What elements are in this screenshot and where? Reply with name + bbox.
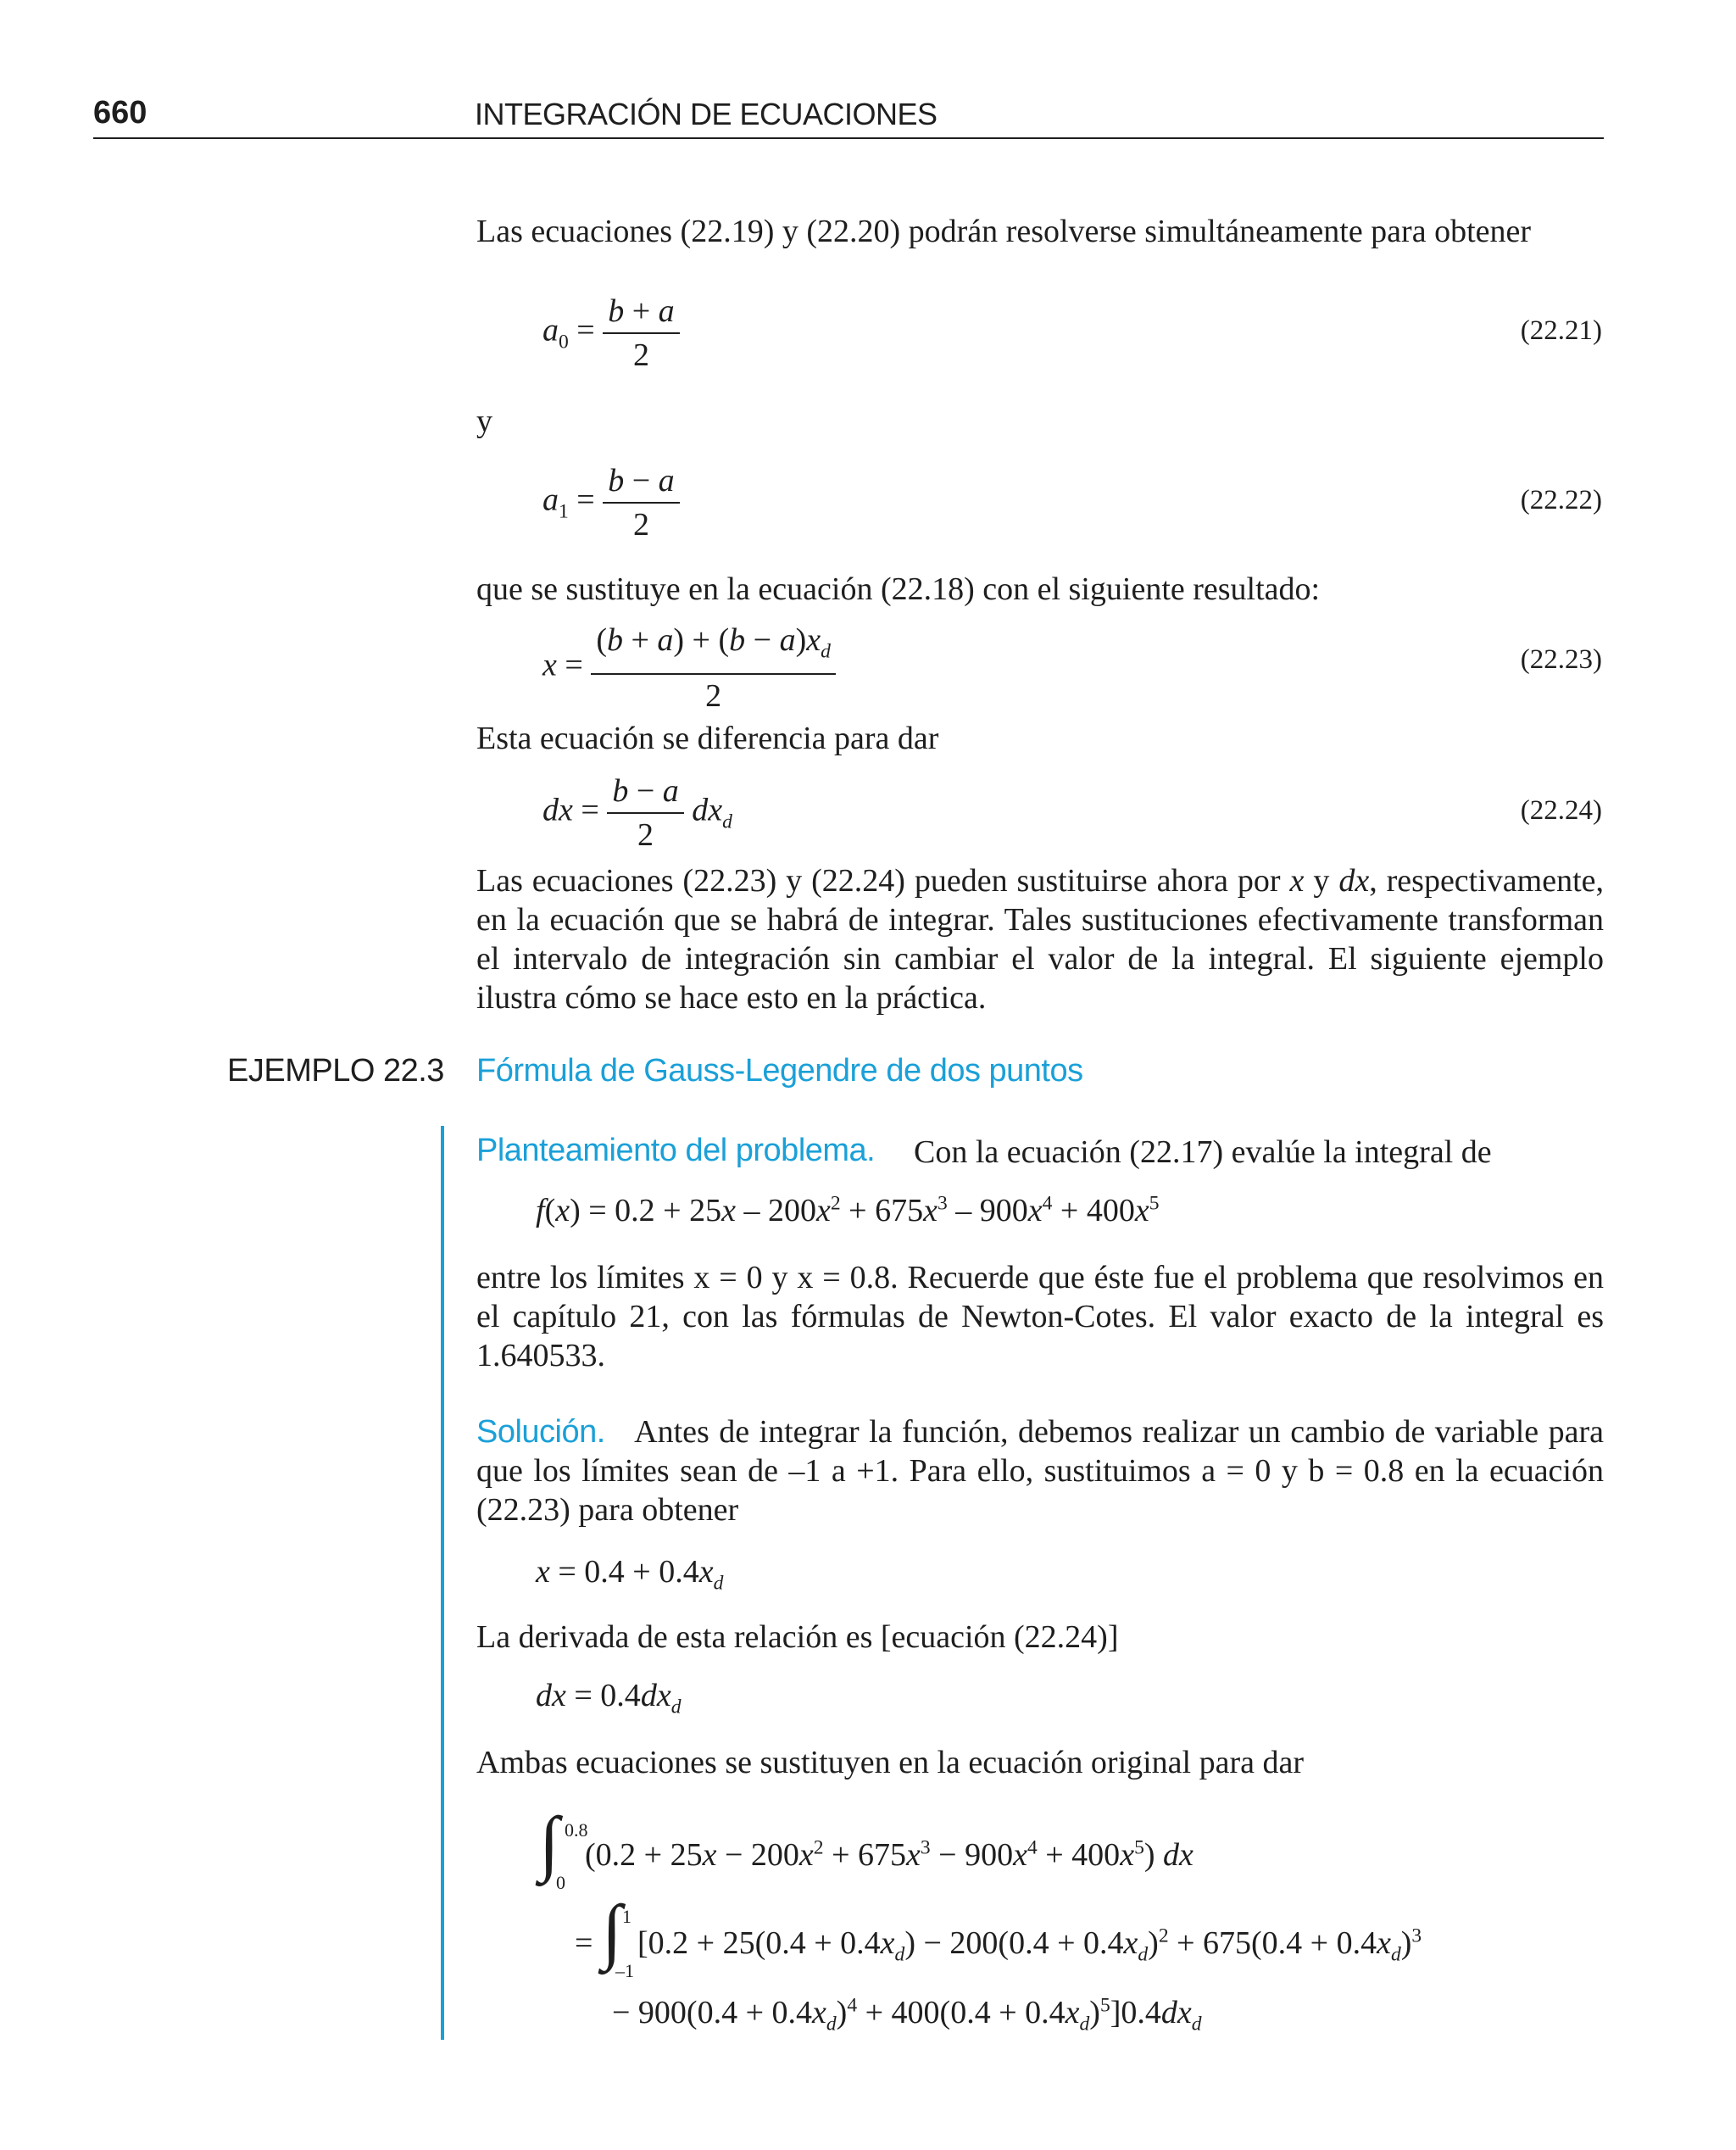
solution-heading: Solución.	[476, 1414, 605, 1450]
example-label: EJEMPLO 22.3	[227, 1053, 444, 1089]
integral-expression-2: [$0.2 + 25(0.4 + 0.4x_d) - 200(0.4 + 0.4x_d)^2 + 675(0.4 + 0.4x_d)^3$	[637, 1924, 1422, 1966]
integral-expression-1: $(0.2 + 25x - 200x^2 + 675x^3 - 900x^4 + 400x^5)$ dx	[585, 1836, 1194, 1873]
integral-sign-2: ∫	[602, 1890, 622, 1971]
integral-upper-limit-1: 0.8	[565, 1819, 588, 1841]
substitute-text: Ambas ecuaciones se sustituyen en la ecuación original para dar	[476, 1745, 1305, 1780]
integral-sign-1: ∫	[539, 1802, 559, 1883]
equation-number-22-22: (22.22)	[1520, 485, 1602, 515]
equation-x-substituted: $x = 0.4 + 0.4x_d$	[536, 1554, 724, 1595]
equation-a0: $a_0$ = $\frac{b + a}{2}$	[542, 290, 680, 376]
integral-lower-limit-2: –1	[615, 1960, 634, 1981]
derivative-text: La derivada de esta relación es [ecuación (22.24)]	[476, 1619, 1119, 1655]
page-number: 660	[93, 95, 147, 131]
paragraph-substitution: que se sustituye en la ecuación (22.18) con el siguiente resultado:	[476, 571, 1321, 607]
equation-a1: $a_1$ = $\frac{b - a}{2}$	[542, 460, 680, 546]
paragraph-differentiate: Esta ecuación se diferencia para dar	[476, 721, 939, 756]
running-title: INTEGRACIÓN DE ECUACIONES	[475, 97, 938, 131]
problem-text: Con la ecuación (22.17) evalúe la integral de	[914, 1134, 1492, 1170]
integral-upper-limit-2: 1	[622, 1906, 632, 1927]
solution-paragraph: Solución. Antes de integrar la función, debemos realizar un cambio de variable para que los límites sean de –1 a +1. Para ello, sustituimos a = 0 y b = 0.8 en la ecuación (22.23) para obtener	[476, 1414, 1604, 1528]
equation-dx-substituted: dx = $0.4dx_d$	[536, 1678, 682, 1718]
paragraph-intro: Las ecuaciones (22.19) y (22.20) podrán resolverse simultáneamente para obtener	[476, 214, 1532, 249]
connector-y: y	[476, 404, 492, 439]
integral-lower-limit-1: 0	[556, 1872, 565, 1893]
function-fx: $f(x) = 0.2 + 25x - 200x^2 + 675x^3 - 900x^4 + 400x^5$	[536, 1192, 1160, 1228]
problem-heading: Planteamiento del problema.	[476, 1133, 876, 1168]
example-title: Fórmula de Gauss-Legendre de dos puntos	[476, 1053, 1083, 1089]
equation-number-22-21: (22.21)	[1520, 315, 1602, 346]
equation-dx: dx = $\frac{b - a}{2}$ $dx_d$	[542, 770, 732, 856]
header-rule	[93, 137, 1604, 139]
paragraph-transform: Las ecuaciones (22.23) y (22.24) pueden sustituirse ahora por x y dx, respectivamente, en la ecuación que se habrá de integrar. Tales sustituciones efectivamente transforman el intervalo de integración sin cambiar el valor de la integral. El siguiente ejemplo ilustra cómo se hace esto en la práctica.	[476, 863, 1605, 1016]
integral-expression-3: − $900(0.4 + 0.4x_d)^4 + 400(0.4 + 0.4x_d)^5]0.4dx_d$	[612, 1994, 1202, 2036]
example-side-rule	[441, 1126, 444, 2040]
equation-x: x = $\frac{(b + a) + (b - a)x_d}{2}$	[542, 619, 836, 717]
equation-number-22-23: (22.23)	[1520, 644, 1602, 675]
limits-text: entre los límites x = 0 y x = 0.8. Recuerde que éste fue el problema que resolvimos en el capítulo 21, con las fórmulas de Newton-Cotes. El valor exacto de la integral es 1.640533.	[476, 1260, 1604, 1373]
equation-number-22-24: (22.24)	[1520, 795, 1602, 826]
equals-sign-2: =	[575, 1925, 593, 1961]
